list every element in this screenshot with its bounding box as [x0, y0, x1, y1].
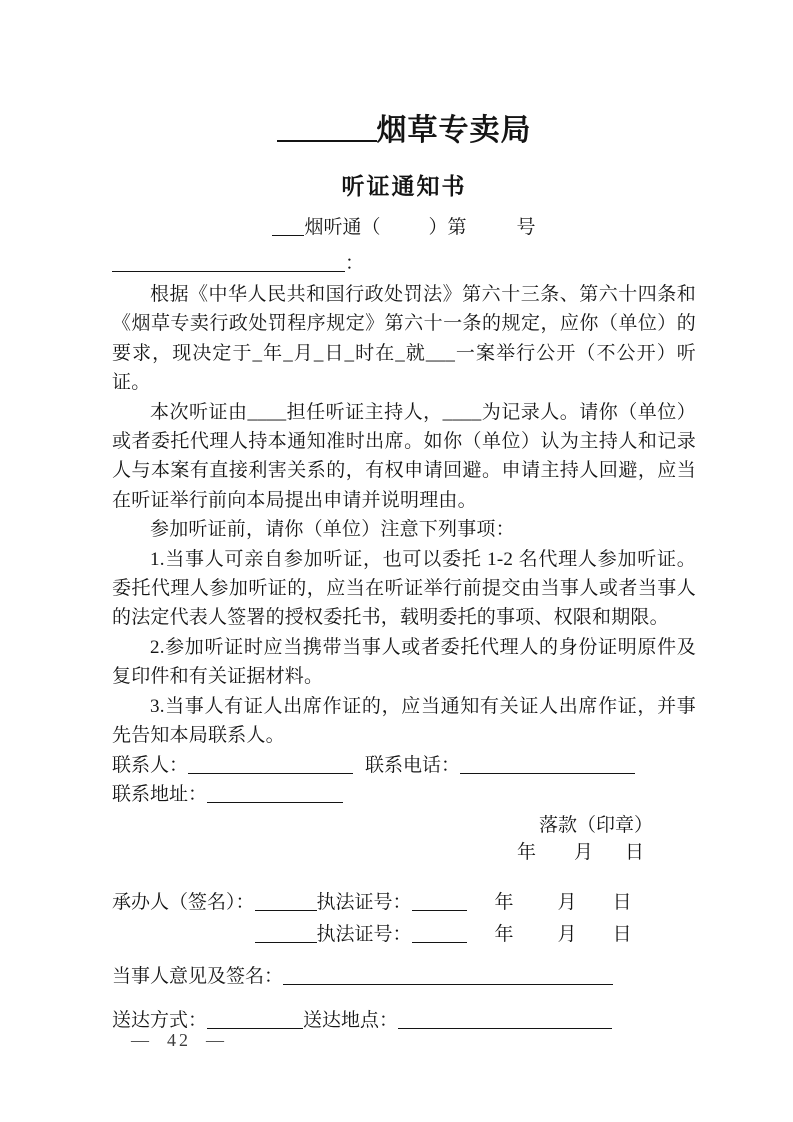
- delivery-method-label: 送达方式：: [112, 1010, 208, 1032]
- signoff-block: [112, 813, 696, 866]
- seal-label: 落款（印章）: [538, 815, 653, 837]
- contact-address-line: [112, 780, 696, 809]
- handler-date-month: 月: [557, 892, 577, 914]
- handler2-date-month: 月: [557, 924, 577, 946]
- contact-address-blank: [207, 783, 343, 803]
- cert-number-blank-2: [412, 923, 467, 943]
- cert-number-label-2: 执法证号：: [316, 924, 412, 946]
- doc-number-line: [112, 213, 696, 240]
- body-paragraph-4: 1.当事人可亲自参加听证，也可以委托 1-2 名代理人参加听证。委托代理人参加听证的，应当在听证举行前提交由当事人或者当事人的法定代表人签署的授权委托书，载明委托的事项、权限和期限。: [112, 548, 696, 629]
- cert-number-label: 执法证号：: [316, 892, 412, 914]
- addressee-line: [112, 249, 696, 277]
- delivery-place-blank: [398, 1009, 612, 1029]
- contact-person-blank: [188, 754, 353, 774]
- handler-name-blank: [255, 891, 317, 911]
- body-paragraph-1: 根据《中华人民共和国行政处罚法》第六十三条、第六十四条和《烟草专卖行政处罚程序规定》第六十一条的规定，应你（单位）的要求，现决定于_年_月_日_时在_就___一案举行公开（不公开）听证。: [112, 284, 696, 394]
- handler2-date-line: [495, 924, 632, 945]
- delivery-method-blank: [207, 1009, 303, 1029]
- handler2-name-blank: [255, 923, 317, 943]
- addressee-blank-line: [112, 252, 345, 272]
- body-paragraph-3: 参加听证前，请你（单位）注意下列事项：: [150, 519, 515, 541]
- document-content: [112, 0, 696, 1036]
- contact-person-label: 联系人：: [112, 754, 189, 776]
- title-blank-line: [277, 110, 377, 142]
- body-paragraph-2: 本次听证由____担任听证主持人，____为记录人。请你（单位）或者委托代理人持本通知准时出席。如你（单位）认为主持人和记录人与本案有直接利害关系的，有权申请回避。申请主持人回避，应当在听证举行前向本局提出申请并说明理由。: [112, 401, 696, 511]
- contact-phone-blank: [460, 754, 635, 774]
- doc-number-prefix: 烟听通（: [304, 217, 381, 238]
- seal-date-day: 日: [624, 842, 644, 864]
- handler2-date-year: 年: [494, 924, 514, 946]
- handler-date-day: 日: [612, 892, 632, 914]
- body-text: [112, 280, 696, 751]
- handler-row-2: [112, 920, 696, 950]
- contact-phone-label: 联系电话：: [365, 754, 461, 776]
- seal-date-month: 月: [573, 842, 593, 864]
- contact-address-label: 联系地址：: [112, 783, 208, 805]
- body-paragraph-6: 3.当事人有证人出席作证的，应当通知有关证人出席作证，并事先告知本局联系人。: [112, 695, 696, 747]
- party-opinion-blank: [283, 965, 613, 985]
- seal-date-year: 年: [516, 842, 536, 864]
- document-title: 烟草专卖局: [376, 114, 532, 147]
- addressee-colon: ：: [345, 253, 365, 274]
- party-opinion-label: 当事人意见及签名：: [112, 966, 284, 988]
- doc-number-suffix: 号: [516, 217, 536, 238]
- document-title-line: [112, 108, 696, 148]
- handler-name-label: 承办人（签名）：: [112, 892, 255, 914]
- page-number: — 42 —: [131, 1030, 227, 1050]
- doc-number-middle: ）第: [428, 217, 467, 238]
- seal-date-line: [112, 839, 644, 866]
- cert-number-blank: [412, 891, 467, 911]
- handler-row-1: [112, 888, 696, 918]
- body-paragraph-5: 2.参加听证时应当携带当事人或者委托代理人的身份证明原件及复印件和有关证据材料。: [112, 636, 696, 688]
- delivery-place-label: 送达地点：: [303, 1010, 399, 1032]
- document-subtitle: 听证通知书: [341, 173, 467, 199]
- contact-line: [112, 751, 696, 780]
- doc-number-blank: [272, 216, 304, 236]
- party-opinion-line: [112, 962, 696, 992]
- handler-date-line: [495, 892, 632, 913]
- handler2-date-day: 日: [612, 924, 632, 946]
- handler-date-year: 年: [494, 892, 514, 914]
